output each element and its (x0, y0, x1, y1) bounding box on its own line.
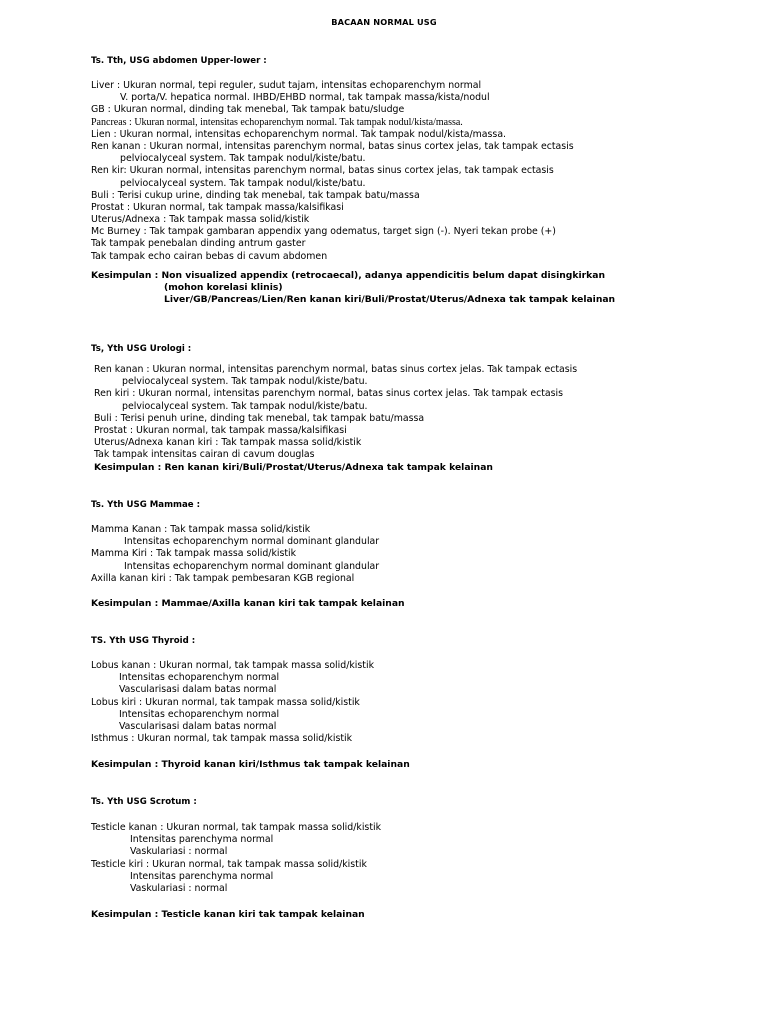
section-thyroid (91, 635, 751, 647)
finding-line: Tak tampak intensitas cairan di cavum douglas (94, 449, 315, 461)
finding-line: Uterus/Adnexa : Tak tampak massa solid/kistik (91, 214, 310, 226)
finding-line: Intensitas echoparenchym normal (119, 672, 280, 684)
finding-line: Vascularisasi dalam batas normal (119, 684, 277, 696)
mammae-kesimpulan (91, 598, 751, 610)
finding-line: pelviocalyceal system. Tak tampak nodul/kiste/batu. (122, 400, 368, 412)
section-heading: TS. Yth USG Thyroid : (91, 636, 196, 646)
section-heading: Ts. Tth, USG abdomen Upper-lower : (91, 56, 267, 66)
finding-line: Ren kanan : Ukuran normal, intensitas parenchym normal, batas sinus cortex jelas. Tak tampak ectasis (94, 364, 578, 375)
finding-line: Lien : Ukuran normal, intensitas echoparenchym normal. Tak tampak nodul/kista/massa. (91, 128, 507, 140)
finding-line: Intensitas echoparenchym normal (119, 708, 280, 720)
document-title: BACAAN NORMAL USG (331, 17, 437, 27)
finding-line: Axilla kanan kiri : Tak tampak pembesaran KGB regional (91, 572, 355, 584)
section-abdomen (91, 55, 751, 67)
thyroid-kesimpulan (91, 759, 751, 771)
abdomen-findings (91, 80, 751, 263)
finding-line: Vaskulariasi : normal (130, 846, 228, 858)
finding-line: Mamma Kiri : Tak tampak massa solid/kistik (91, 548, 297, 560)
urologi-findings (94, 364, 754, 462)
finding-line: Lobus kiri : Ukuran normal, tak tampak massa solid/kistik (91, 696, 360, 708)
finding-line: Mamma Kanan : Tak tampak massa solid/kistik (91, 524, 311, 535)
finding-line: Ren kanan : Ukuran normal, intensitas parenchym normal, batas sinus cortex jelas, tak tampak ectasis (91, 140, 574, 152)
kesimpulan-line: Liver/GB/Pancreas/Lien/Ren kanan kiri/Buli/Prostat/Uterus/Adnexa tak tampak kelainan (164, 294, 616, 306)
finding-line: Buli : Terisi penuh urine, dinding tak menebal, tak tampak batu/massa (94, 412, 425, 424)
scrotum-findings (91, 822, 751, 895)
scrotum-kesimpulan (91, 909, 751, 921)
finding-line: Liver : Ukuran normal, tepi reguler, sudut tajam, intensitas echoparenchym normal (91, 80, 482, 91)
urologi-kesimpulan (94, 462, 754, 474)
abdomen-kesimpulan (91, 270, 751, 307)
mammae-findings (91, 524, 751, 585)
thyroid-findings (91, 660, 751, 745)
finding-line: pelviocalyceal system. Tak tampak nodul/kiste/batu. (120, 153, 366, 165)
finding-line: Ren kiri : Ukuran normal, intensitas parenchym normal, batas sinus cortex jelas. Tak tampak ectasis (94, 388, 564, 400)
section-urologi (91, 343, 751, 355)
section-heading: Ts. Yth USG Mammae : (91, 500, 201, 510)
finding-line: Ren kir: Ukuran normal, intensitas parenchym normal, batas sinus cortex jelas, tak tampak ectasis (91, 165, 554, 177)
finding-line: pelviocalyceal system. Tak tampak nodul/kiste/batu. (122, 376, 368, 388)
finding-line: Lobus kanan : Ukuran normal, tak tampak massa solid/kistik (91, 660, 375, 671)
kesimpulan-line: Kesimpulan : Ren kanan kiri/Buli/Prostat/Uterus/Adnexa tak tampak kelainan (94, 462, 493, 473)
section-heading: Ts, Yth USG Urologi : (91, 344, 192, 354)
finding-line: Intensitas parenchyma normal (130, 834, 274, 846)
finding-line: Isthmus : Ukuran normal, tak tampak massa solid/kistik (91, 733, 353, 745)
finding-line: Vaskulariasi : normal (130, 882, 228, 894)
kesimpulan-line: (mohon korelasi klinis) (164, 282, 283, 294)
section-heading: Ts. Yth USG Scrotum : (91, 797, 197, 807)
finding-line: Testicle kanan : Ukuran normal, tak tampak massa solid/kistik (91, 822, 382, 833)
finding-line: Tak tampak echo cairan bebas di cavum abdomen (91, 250, 328, 262)
kesimpulan-line: Kesimpulan : Testicle kanan kiri tak tampak kelainan (91, 909, 365, 920)
finding-line: Uterus/Adnexa kanan kiri : Tak tampak massa solid/kistik (94, 437, 362, 449)
finding-line: Prostat : Ukuran normal, tak tampak massa/kalsifikasi (94, 424, 347, 436)
finding-line: Tak tampak penebalan dinding antrum gaster (91, 238, 306, 250)
finding-line: Pancreas : Ukuran normal, intensitas echoparenchym normal. Tak tampak nodul/kista/massa. (91, 116, 463, 128)
finding-line: Vascularisasi dalam batas normal (119, 720, 277, 732)
finding-line: Buli : Terisi cukup urine, dinding tak menebal, tak tampak batu/massa (91, 189, 420, 201)
section-mammae (91, 499, 751, 511)
finding-line: Intensitas echoparenchym normal dominant glandular (124, 560, 380, 572)
finding-line: Prostat : Ukuran normal, tak tampak massa/kalsifikasi (91, 201, 344, 213)
finding-line: pelviocalyceal system. Tak tampak nodul/kiste/batu. (120, 177, 366, 189)
section-scrotum (91, 796, 751, 808)
kesimpulan-line: Kesimpulan : Mammae/Axilla kanan kiri tak tampak kelainan (91, 598, 405, 609)
finding-line: Testicle kiri : Ukuran normal, tak tampak massa solid/kistik (91, 858, 367, 870)
kesimpulan-line: Kesimpulan : Thyroid kanan kiri/Isthmus tak tampak kelainan (91, 759, 410, 770)
finding-line: Mc Burney : Tak tampak gambaran appendix yang odematus, target sign (-). Nyeri tekan probe (+) (91, 226, 556, 238)
kesimpulan-line: Kesimpulan : Non visualized appendix (retrocaecal), adanya appendicitis belum dapat disingkirkan (91, 270, 606, 281)
finding-line: GB : Ukuran normal, dinding tak menebal, Tak tampak batu/sludge (91, 104, 405, 116)
finding-line: V. porta/V. hepatica normal. IHBD/EHBD normal, tak tampak massa/kista/nodul (120, 92, 490, 104)
finding-line: Intensitas echoparenchym normal dominant glandular (124, 536, 380, 548)
finding-line: Intensitas parenchyma normal (130, 870, 274, 882)
